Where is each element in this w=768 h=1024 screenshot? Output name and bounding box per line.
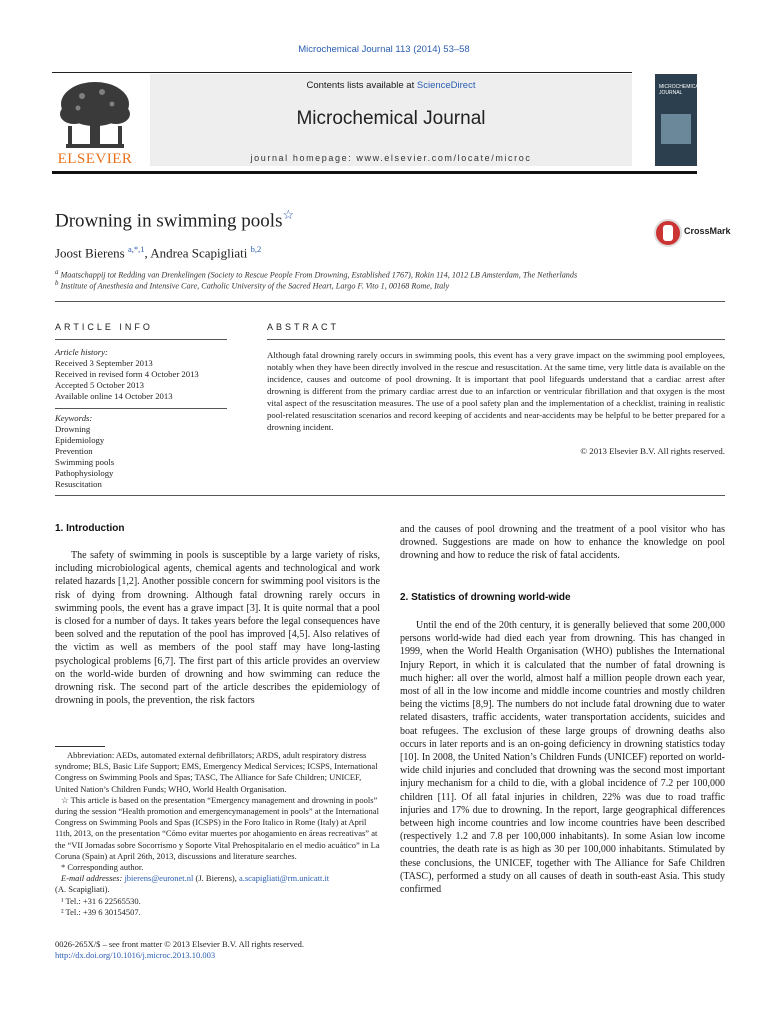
statistics-text-column — [400, 619, 725, 896]
affiliation-b — [55, 280, 705, 291]
journal-cover-thumbnail[interactable] — [655, 74, 702, 166]
divider — [55, 495, 725, 496]
keyword: Pathophysiology — [55, 468, 114, 478]
corresponding-author-note: * Corresponding author. — [61, 862, 144, 873]
affiliation-text: Institute of Anesthesia and Intensive Care, Catholic University of the Sacred Heart, Largo F. Vito 1, 00168 Rome, Italy — [60, 281, 450, 291]
affiliation-mark: a — [55, 269, 59, 276]
intro-paragraph: The safety of swimming in pools is susceptible by a large variety of risks, including microbiological agents, chemical agents and technological and work related hazards [1,2]. Another possible concern for swimming pool visitors is the risk of dying from drowning. Although fatal drowning rarely occurs in swimming pools, the event has a grave impact [3]. It is quite normal that a pool is closed for a number of days. It takes years before the legal consequences have been solved and the reputation of the pool has improved [4,5]. Also relatives of the victim as well as members of the pool staff may have long-lasting psychological problems [6,7]. The first part of this article provides an overview on the world-wide burden of drowning and how swimming can reduce the drowning risk. The second part of the article describes the epidemiology of drowning in pools, the prevention, the risk factors — [55, 550, 380, 707]
contents-line — [150, 80, 632, 91]
intro-text-column — [55, 549, 380, 707]
article-info-heading: ARTICLE INFO — [55, 322, 153, 332]
footnote-rule — [55, 746, 105, 747]
keyword: Prevention — [55, 446, 93, 456]
author-list — [55, 244, 261, 261]
article-title-text: Drowning in swimming pools — [55, 210, 283, 232]
history-accepted: Accepted 5 October 2013 — [55, 380, 145, 390]
sciencedirect-link[interactable]: ScienceDirect — [416, 80, 476, 91]
author-affiliation-marks[interactable]: b,2 — [250, 244, 262, 254]
affiliation-a — [55, 269, 705, 280]
keywords — [55, 413, 230, 490]
contents-prefix: Contents lists available at — [306, 80, 417, 91]
header-rule — [52, 72, 632, 73]
history-revised: Received in revised form 4 October 2013 — [55, 369, 199, 379]
divider — [55, 408, 227, 409]
crossmark-label: CrossMark — [684, 226, 731, 236]
crossmark-badge[interactable] — [654, 219, 754, 247]
keyword: Swimming pools — [55, 457, 115, 467]
abstract-text: Although fatal drowning rarely occurs in swimming pools, this event has a very grave impact on the swimming pool employees, notably when they have been directly involved in the rescue and resuscitation. At the same time, very little data is available on the incidence, causes and outcome of pool drowning. It is important that pool lifeguards understand that a cardiac arrest after drowning is different from the primary cardiac arrest due to an infarction or ventricular fibrillation and that oxygen is the most vital aspect of the resuscitation measures. The use of a pool safety plan and the implementation of a checklist, training in realistic pool-related resuscitation scenarios and record keeping of accidents and near-accidents may be helpful to be better prepared for a drowning incident. — [267, 350, 725, 432]
intro-continuation — [400, 523, 725, 563]
article-title — [55, 207, 294, 232]
journal-homepage[interactable]: journal homepage: www.elsevier.com/locate/microc — [250, 153, 532, 163]
intro-heading: 1. Introduction — [55, 523, 125, 534]
keywords-label: Keywords: — [55, 413, 93, 423]
crossmark-icon — [654, 219, 682, 247]
elsevier-wordmark: ELSEVIER — [57, 151, 133, 167]
email-footnote — [55, 873, 380, 884]
author-name: Joost Bierens — [55, 245, 125, 261]
history-label: Article history: — [55, 347, 108, 357]
journal-citation[interactable]: Microchemical Journal 113 (2014) 53–58 — [298, 44, 470, 55]
phone-footnote: ² Tel.: +39 6 30154507. — [61, 906, 141, 917]
divider — [55, 339, 227, 340]
issn-line: 0026-265X/$ – see front matter © 2013 Elsevier B.V. All rights reserved. — [55, 939, 304, 949]
front-matter-info — [55, 939, 385, 962]
footnotes — [55, 750, 380, 918]
star-footnote: ☆ This article is based on the presentation “Emergency management and drowning in pools” during the session “Health promotion and emergencymanagement in pools” at the International Congress on Swimming Pools and Spas (ICSPS) in the Foro Italico in Rome (Italy) at April 11th, 2013, on the presentation “Cómo evitar muertes por ahogamiento en áreas recreativas” at the “VII Jornadas sobre Socorrismo y Soporte Vital Prehospitalario en el medio acuático” in La Coruna (Spain) at April 26th, 2013, discussions and literature searches. — [55, 794, 380, 861]
statistics-paragraph: Until the end of the 20th century, it is generally believed that some 200,000 persons world-wide had died each year from drowning. This has changed in 1999, when the World Health Organisation (WHO) publishes the International Injury Report, in which it is calculated that the number of fatal drowning is much higher: all over the world, almost half a million people drown each year, most of all in the low income and middle income countries and mostly children being the victims [8,9]. The numbers do not include fatal drowning due to water related disasters, traffic accidents, water transportation accidents, suicides and boat refugees. The exclusion of these large groups of drowning deaths also occurs in later reports and is an on-going deficiency in drowning statistics today [10]. In 2008, the United Nation’s Children Funds (UNICEF) reported on world-wide child injuries and concluded that drowning was the second most important injury mechanism for a child to die, with a global incidence of 7.2 per 100,000 children [11]. Of all fatal injuries in children, 22% was due to road traffic injuries and 17% due to drowning. In the report, large geographical differences between high income countries and low income countries have been described (respectively 1.2 and 7.8 per 100,000 inhabitants). In some Asian low income countries, the death rate is as high as 30 per 100,000 inhabitants. Stimulated by these conclusions, the UNICEF, together with The Alliance for Safe Children (TASC), performed a study on all causes of death in south-east Asia. This study confirmed — [400, 620, 725, 896]
journal-name: Microchemical Journal — [296, 108, 486, 129]
doi-link[interactable]: http://dx.doi.org/10.1016/j.microc.2013.10.003 — [55, 950, 216, 961]
author-affiliation-marks[interactable]: a,*,1 — [127, 244, 145, 254]
keyword: Resuscitation — [55, 479, 102, 489]
cover-image — [661, 114, 691, 144]
phone-footnote: ¹ Tel.: +31 6 22565530. — [61, 895, 141, 906]
title-footnote-star[interactable]: ☆ — [282, 207, 295, 222]
divider — [267, 339, 725, 340]
header-thick-rule — [52, 171, 697, 174]
cover-title: MICROCHEMICAL JOURNAL — [659, 84, 702, 96]
divider — [55, 301, 725, 302]
abstract-heading: ABSTRACT — [267, 322, 340, 332]
statistics-heading: 2. Statistics of drowning world-wide — [400, 592, 571, 603]
author-separator: , — [144, 245, 151, 261]
email-owner: (J. Bierens), — [193, 873, 239, 884]
email-link[interactable]: a.scapigliati@rm.unicatt.it — [238, 873, 330, 884]
copyright: © 2013 Elsevier B.V. All rights reserved. — [580, 446, 725, 456]
keyword: Epidemiology — [55, 435, 105, 445]
keyword: Drowning — [55, 424, 91, 434]
history-received: Received 3 September 2013 — [55, 358, 153, 368]
affiliation-mark: b — [55, 280, 59, 287]
intro-continuation-paragraph: and the causes of pool drowning and the treatment of a pool visitor who has drowned. Suggestions are made on how to enhance the knowledge on pool drowning and how to reduce the risk of fatal accidents. — [400, 524, 725, 562]
author-name: Andrea Scapigliati — [150, 245, 248, 261]
article-history — [55, 347, 230, 402]
email-link[interactable]: jbierens@euronet.nl — [124, 873, 194, 884]
email-owner: (A. Scapigliati). — [55, 884, 110, 895]
affiliation-text: Maatschappij tot Redding van Drenkelingen (Society to Rescue People From Drowning, Established 1767), Rokin 114, 1012 LB Amsterdam, The Netherlands — [60, 270, 578, 280]
email-label: E-mail addresses: — [61, 873, 125, 884]
history-online: Available online 14 October 2013 — [55, 391, 173, 401]
abbreviations-footnote: Abbreviation: AEDs, automated external defibrillators; ARDS, adult respiratory distress syndrome; BLS, Basic Life Support; EMS, Emergency Medical Services; ICSPS, International Congress on Swimming Pools and Spas; TASC, The Alliance for Safe Children; UNICEF, United Nation’s Children Funds; WHO, World Health Organisation. — [55, 750, 378, 794]
